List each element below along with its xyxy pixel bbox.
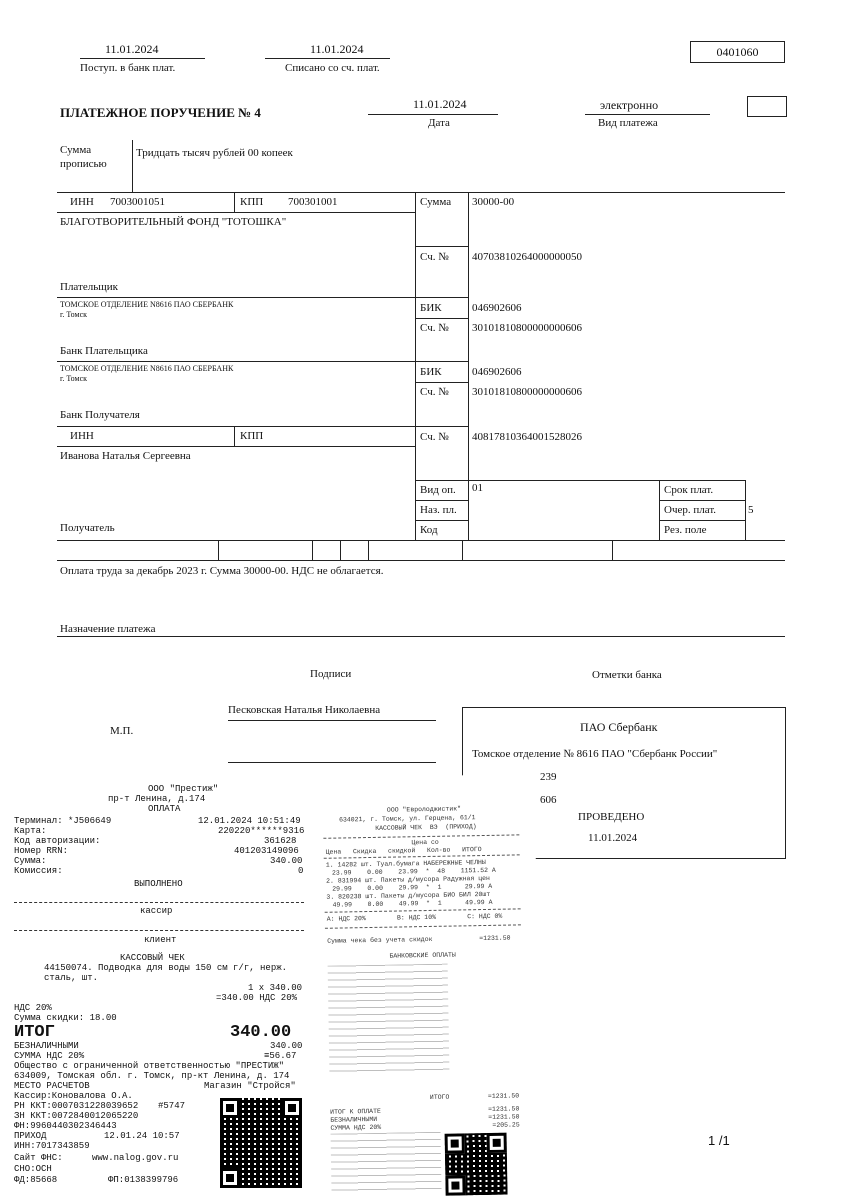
receipt-line: Кассир:Коновалова О.А.	[14, 1091, 133, 1101]
stamp-date: 11.01.2024	[588, 832, 638, 844]
payee-account: 40817810364001528026	[472, 431, 582, 443]
receipt-line: ОПЛАТА	[148, 804, 181, 814]
stamp-bank: ПАО Сбербанк	[580, 720, 658, 734]
receipt-line: Сайт ФНС:	[14, 1153, 63, 1163]
receipt-line: Цена Скидка скидкой Кол-во ИТОГО	[325, 846, 482, 856]
receipt-line: ИТОГ К ОПЛАТЕ	[330, 1107, 381, 1116]
payer-name: БЛАГОТВОРИТЕЛЬНЫЙ ФОНД "ТОТОШКА"	[60, 216, 287, 228]
receipt-line: Сумма:	[14, 856, 47, 866]
receipt-line: ЗН ККТ:0072840012065220	[14, 1111, 139, 1121]
payee-bank-account: 30101810800000000606	[472, 386, 582, 398]
purpose-code-label: Наз. пл.	[420, 504, 457, 516]
received-date: 11.01.2024	[105, 42, 159, 56]
receipt-line: РН ККТ:0007031228039652	[14, 1101, 139, 1111]
payer-account-label: Сч. №	[420, 251, 449, 263]
receipt-line: 44150074. Подводка для воды 150 см г/г, нерж.	[44, 963, 288, 973]
purpose-text: Оплата труда за декабрь 2023 г. Сумма 30000-00. НДС не облагается.	[60, 565, 384, 577]
payee-name: Иванова Наталья Сергеевна	[60, 450, 191, 462]
receipt-line: Магазин "Стройся"	[204, 1081, 296, 1091]
payee-bik: 046902606	[472, 366, 522, 378]
receipt-right	[314, 774, 541, 1202]
payee-inn-label: ИНН	[70, 430, 94, 442]
receipt-line: Номер RRN:	[14, 846, 69, 856]
receipt-doc-no: #5747	[158, 1101, 186, 1111]
purpose-label: Назначение платежа	[60, 623, 156, 635]
receipt-line: ИТОГО	[429, 1093, 450, 1101]
receipt-sum: 340.00	[270, 856, 303, 866]
stamp-partial-1: 239	[540, 771, 557, 783]
bank-slip-text	[328, 964, 450, 1076]
op-type: 01	[472, 482, 483, 494]
receipt-total: 340.00	[230, 1023, 292, 1042]
payee-bank-account-label: Сч. №	[420, 386, 449, 398]
amount-words-label: Сумма	[60, 144, 92, 156]
stamp-partial-2: 606	[540, 794, 557, 806]
receipt-line: ФН:9960440302346443	[14, 1121, 117, 1131]
receipt-line: КАССОВЫЙ ЧЕК	[120, 953, 185, 963]
op-type-label: Вид оп.	[420, 484, 456, 496]
receipt-short-datetime: 12.01.24 10:57	[104, 1131, 180, 1141]
amount-label: Сумма	[420, 196, 452, 208]
receipt-line: Код авторизации:	[14, 836, 101, 846]
receipt-rrn: 401203149096	[234, 846, 299, 856]
order-date: 11.01.2024	[413, 97, 467, 111]
receipt-line: сталь, шт.	[44, 973, 99, 983]
receipt-line: ФП:0138399796	[108, 1175, 179, 1185]
receipt-line: ФД:85668	[14, 1175, 58, 1185]
stamp-label: М.П.	[110, 725, 134, 737]
payer-kpp-label: КПП	[240, 196, 264, 208]
code-label: Код	[420, 524, 438, 536]
payer-account: 40703810264000000050	[472, 251, 582, 263]
form-code: 0401060	[690, 41, 785, 63]
receipt-noncash: 340.00	[270, 1041, 303, 1051]
receipt-line: МЕСТО РАСЧЕТОВ	[14, 1081, 90, 1091]
payer-bank-account: 30101810800000000606	[472, 322, 582, 334]
payer-bank-section-label: Банк Плательщика	[60, 345, 148, 357]
queue-label: Очер. плат.	[664, 504, 717, 516]
receipt-line: Терминал: *J506649	[14, 816, 112, 826]
receipt-line: Сумма скидки: 18.00	[14, 1013, 117, 1023]
receipt-line: ИНН:7017343859	[14, 1141, 90, 1151]
receipt-line: кассир	[140, 906, 173, 916]
receipt-item: 23.99 0.00 23.99 * 48 1151.52 А	[331, 866, 496, 877]
reserve-label: Рез. поле	[664, 524, 707, 536]
amount-words-label-2: прописью	[60, 158, 107, 170]
payer-bank-name: ТОМСКОЕ ОТДЕЛЕНИЕ N8616 ПАО СБЕРБАНК	[60, 300, 234, 309]
receipt-left	[8, 778, 313, 1200]
receipt-line: НДС 20%	[14, 1003, 52, 1013]
receipt-line: БАНКОВСКИЕ ОПЛАТЫ	[389, 951, 456, 960]
amount-value: 30000-00	[472, 196, 515, 208]
amount-words: Тридцать тысяч рублей 00 копеек	[136, 147, 293, 159]
receipt-datetime: 12.01.2024 10:51:49	[198, 816, 301, 826]
fiscal-info-text	[331, 1132, 442, 1194]
stamp-branch: Томское отделение № 8616 ПАО "Сбербанк России"	[472, 748, 718, 760]
receipt-line: =1231.50	[488, 1113, 520, 1121]
payment-type: электронно	[600, 98, 659, 112]
payer-inn-label: ИНН	[70, 196, 94, 208]
payer-section-label: Плательщик	[60, 281, 118, 293]
receipt-line: ПРИХОД	[14, 1131, 47, 1141]
bank-marks-label: Отметки банка	[592, 669, 662, 681]
payee-account-label: Сч. №	[420, 431, 449, 443]
queue-value: 5	[748, 504, 754, 516]
stamp-status: ПРОВЕДЕНО	[578, 811, 645, 823]
receipt-line: ВЫПОЛНЕНО	[134, 879, 183, 889]
payer-bik: 046902606	[472, 302, 522, 314]
signatures-label: Подписи	[310, 668, 352, 680]
receipt-line: ООО "Евролоджистик"	[386, 805, 462, 814]
receipt-line: БЕЗНАЛИЧНЫМИ	[14, 1041, 79, 1051]
qr-code	[445, 1133, 508, 1196]
payment-type-label: Вид платежа	[598, 117, 658, 129]
qr-code	[220, 1098, 302, 1188]
receipt-line: ООО "Престиж"	[148, 784, 219, 794]
receipt-item: 29.99 0.00 29.99 * 1 29.99 А	[332, 882, 493, 893]
payee-section-label: Получатель	[60, 522, 115, 534]
received-label: Поступ. в банк плат.	[80, 62, 176, 74]
receipt-line: =205.25	[492, 1121, 520, 1129]
receipt-line: =1231.50	[488, 1105, 520, 1113]
receipt-auth: 361628	[264, 836, 297, 846]
payer-kpp: 700301001	[288, 196, 338, 208]
payer-bik-label: БИК	[420, 302, 442, 314]
receipt-card: 220220******9316	[218, 826, 305, 836]
receipt-line: Цена со	[411, 838, 439, 847]
receipt-item: 3. 820238 шт. Пакеты д/мусора БИО БИЛ 20шт	[326, 890, 491, 901]
receipt-line: СУММА НДС 20%	[14, 1051, 85, 1061]
page-title: ПЛАТЕЖНОЕ ПОРУЧЕНИЕ № 4	[60, 105, 261, 120]
payer-bank-city: г. Томск	[60, 310, 88, 319]
receipt-line: СУММА НДС 20%	[330, 1123, 382, 1132]
payee-bank-section-label: Банк Получателя	[60, 409, 140, 421]
receipt-line: клиент	[144, 935, 177, 945]
receipt-line: 1 х 340.00	[248, 983, 303, 993]
receipt-line: =340.00 НДС 20%	[216, 993, 298, 1003]
receipt-item: 2. 831994 шт. Пакеты д/мусора Радужная цен	[326, 874, 490, 885]
receipt-line: БЕЗНАЛИЧНЫМИ	[330, 1115, 378, 1124]
page-number: 1 /1	[708, 1133, 730, 1148]
receipt-line: Общество с ограниченной ответственностью "ПРЕСТИЖ"	[14, 1061, 285, 1071]
receipt-line: Карта:	[14, 826, 47, 836]
debited-date: 11.01.2024	[310, 42, 364, 56]
receipt-site: www.nalog.gov.ru	[92, 1153, 179, 1163]
receipt-line: СНО:ОСН	[14, 1164, 52, 1174]
payee-kpp-label: КПП	[240, 430, 264, 442]
receipt-line: КАССОВЫЙ ЧЕК ВЭ (ПРИХОД)	[375, 823, 477, 832]
receipt-line: пр-т Ленина, д.174	[108, 794, 206, 804]
payer-bank-account-label: Сч. №	[420, 322, 449, 334]
receipt-item: 49.99 0.00 49.99 * 1 49.99 А	[332, 898, 493, 909]
payer-inn: 7003001051	[110, 196, 165, 208]
receipt-line: Сумма чека без учета скидок =1231.50	[327, 934, 511, 945]
receipt-line: А: НДС 20% В: НДС 10% С: НДС 0%	[326, 912, 503, 923]
receipt-line: Комиссия:	[14, 866, 63, 876]
payee-bank-name: ТОМСКОЕ ОТДЕЛЕНИЕ N8616 ПАО СБЕРБАНК	[60, 364, 234, 373]
receipt-commission: 0	[298, 866, 304, 876]
receipt-line: =1231.50	[487, 1092, 520, 1100]
signer-name: Песковская Наталья Николаевна	[228, 704, 381, 716]
payer-status-box	[747, 96, 787, 117]
debited-label: Списано со сч. плат.	[285, 62, 380, 74]
receipt-line: 634009, Томская обл. г. Томск, пр-кт Ленина, д. 174	[14, 1071, 290, 1081]
order-date-label: Дата	[428, 117, 450, 129]
receipt-total-label: ИТОГ	[14, 1023, 55, 1042]
payee-bik-label: БИК	[420, 366, 442, 378]
receipt-line: 634021, г. Томск, ул. Герцена, 61/1	[338, 814, 476, 824]
receipt-vat: ≡56.67	[264, 1051, 297, 1061]
payee-bank-city: г. Томск	[60, 374, 88, 383]
term-label: Срок плат.	[664, 484, 714, 496]
receipt-item: 1. 14282 шт. Туал.бумага НАБЕРЕЖНЫЕ ЧЕЛНЫ	[325, 858, 486, 869]
